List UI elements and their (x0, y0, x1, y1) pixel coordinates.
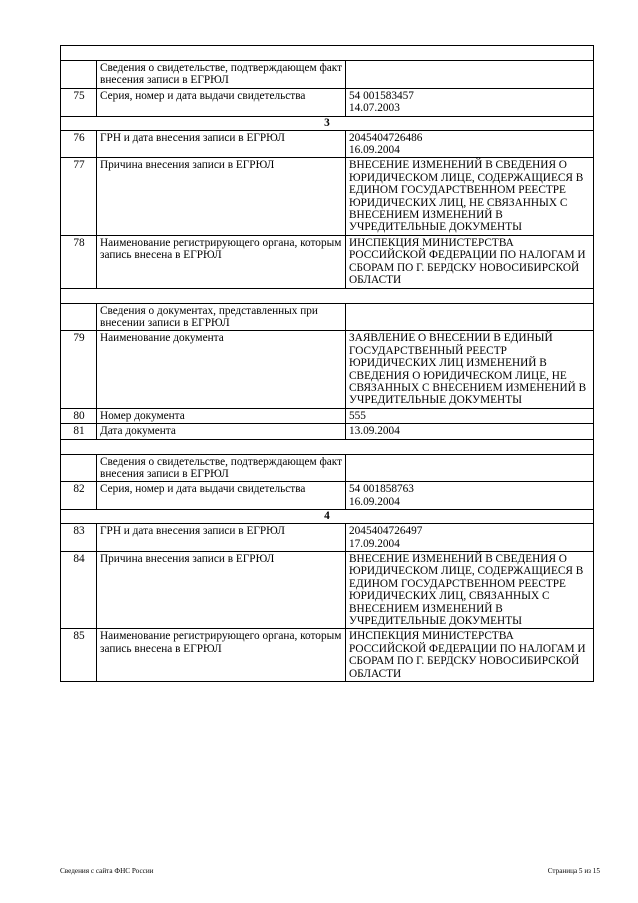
table-row (61, 524, 594, 552)
section-header-row (61, 454, 594, 482)
row-value: ЗАЯВЛЕНИЕ О ВНЕСЕНИИ В ЕДИНЫЙ ГОСУДАРСТВЕННЫЙ РЕЕСТР ЮРИДИЧЕСКИХ ЛИЦ ИЗМЕНЕНИЙ В СВЕДЕНИЯ О ЮРИДИЧЕСКОМ ЛИЦЕ, НЕ СВЯЗАННЫХ С ВНЕСЕНИЕМ ИЗМЕНЕНИЙ В УЧРЕДИТЕЛЬНЫЕ ДОКУМЕНТЫ (346, 331, 594, 408)
group-header-row (61, 116, 594, 130)
spacer-row (61, 439, 594, 454)
section-title: Сведения о документах, представленных при внесении записи в ЕГРЮЛ (97, 303, 346, 331)
row-number: 85 (61, 629, 97, 682)
group-number: 3 (61, 116, 594, 130)
section-title: Сведения о свидетельстве, подтверждающем факт внесения записи в ЕГРЮЛ (97, 61, 346, 89)
row-label: Причина внесения записи в ЕГРЮЛ (97, 158, 346, 235)
row-label: Наименование регистрирующего органа, которым запись внесена в ЕГРЮЛ (97, 235, 346, 288)
row-label: Наименование документа (97, 331, 346, 408)
row-number: 83 (61, 524, 97, 552)
row-value: 13.09.2004 (346, 424, 594, 439)
table-row (61, 235, 594, 288)
group-number: 4 (61, 510, 594, 524)
table-row (61, 88, 594, 116)
row-label: Серия, номер и дата выдачи свидетельства (97, 482, 346, 510)
section-header-row (61, 303, 594, 331)
table-row (61, 158, 594, 235)
table-row (61, 424, 594, 439)
row-label: Серия, номер и дата выдачи свидетельства (97, 88, 346, 116)
section-header-row (61, 61, 594, 89)
spacer-row (61, 288, 594, 303)
spacer-row (61, 46, 594, 61)
egrul-extract-page (60, 45, 593, 682)
row-number: 81 (61, 424, 97, 439)
row-label: ГРН и дата внесения записи в ЕГРЮЛ (97, 130, 346, 158)
row-value: 2045404726486 16.09.2004 (346, 130, 594, 158)
row-label: Наименование регистрирующего органа, которым запись внесена в ЕГРЮЛ (97, 629, 346, 682)
table-row (61, 130, 594, 158)
row-value: 555 (346, 408, 594, 423)
row-number: 80 (61, 408, 97, 423)
row-label: Дата документа (97, 424, 346, 439)
footer-source: Сведения с сайта ФНС России (60, 867, 154, 875)
row-number: 75 (61, 88, 97, 116)
table-row (61, 408, 594, 423)
egrul-records-table (60, 45, 594, 682)
row-number: 77 (61, 158, 97, 235)
row-value: 54 001858763 16.09.2004 (346, 482, 594, 510)
row-number: 78 (61, 235, 97, 288)
row-label: ГРН и дата внесения записи в ЕГРЮЛ (97, 524, 346, 552)
table-row (61, 629, 594, 682)
row-label: Причина внесения записи в ЕГРЮЛ (97, 552, 346, 629)
row-value: 2045404726497 17.09.2004 (346, 524, 594, 552)
row-value: 54 001583457 14.07.2003 (346, 88, 594, 116)
table-row (61, 331, 594, 408)
footer-page-number: Страница 5 из 15 (547, 867, 600, 875)
row-number: 84 (61, 552, 97, 629)
group-header-row (61, 510, 594, 524)
row-value: ВНЕСЕНИЕ ИЗМЕНЕНИЙ В СВЕДЕНИЯ О ЮРИДИЧЕСКОМ ЛИЦЕ, СОДЕРЖАЩИЕСЯ В ЕДИНОМ ГОСУДАРСТВЕННОМ РЕЕСТРЕ ЮРИДИЧЕСКИХ ЛИЦ, НЕ СВЯЗАННЫХ С ВНЕСЕНИЕМ ИЗМЕНЕНИЙ В УЧРЕДИТЕЛЬНЫЕ ДОКУМЕНТЫ (346, 158, 594, 235)
section-title: Сведения о свидетельстве, подтверждающем факт внесения записи в ЕГРЮЛ (97, 454, 346, 482)
row-number: 82 (61, 482, 97, 510)
row-label: Номер документа (97, 408, 346, 423)
row-number: 76 (61, 130, 97, 158)
table-row (61, 482, 594, 510)
row-value: ВНЕСЕНИЕ ИЗМЕНЕНИЙ В СВЕДЕНИЯ О ЮРИДИЧЕСКОМ ЛИЦЕ, СОДЕРЖАЩИЕСЯ В ЕДИНОМ ГОСУДАРСТВЕННОМ РЕЕСТРЕ ЮРИДИЧЕСКИХ ЛИЦ, СВЯЗАННЫХ С ВНЕСЕНИЕМ ИЗМЕНЕНИЙ В УЧРЕДИТЕЛЬНЫЕ ДОКУМЕНТЫ (346, 552, 594, 629)
table-row (61, 552, 594, 629)
row-number: 79 (61, 331, 97, 408)
row-value: ИНСПЕКЦИЯ МИНИСТЕРСТВА РОССИЙСКОЙ ФЕДЕРАЦИИ ПО НАЛОГАМ И СБОРАМ ПО Г. БЕРДСКУ НОВОСИБИРСКОЙ ОБЛАСТИ (346, 629, 594, 682)
row-value: ИНСПЕКЦИЯ МИНИСТЕРСТВА РОССИЙСКОЙ ФЕДЕРАЦИИ ПО НАЛОГАМ И СБОРАМ ПО Г. БЕРДСКУ НОВОСИБИРСКОЙ ОБЛАСТИ (346, 235, 594, 288)
